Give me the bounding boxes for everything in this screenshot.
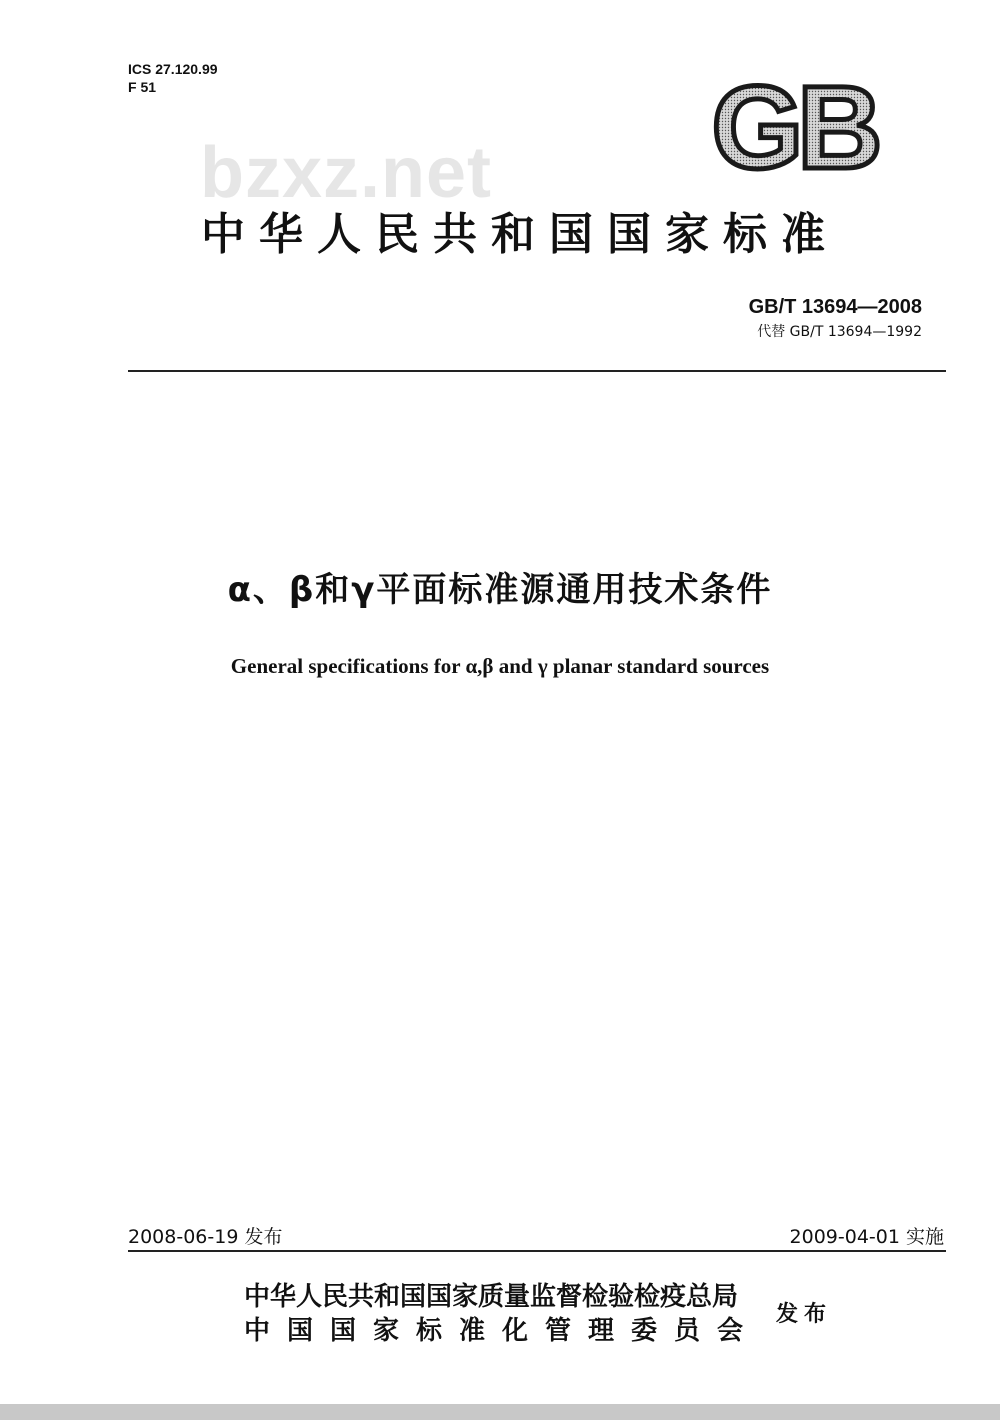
ics-code: ICS 27.120.99 [128, 61, 218, 77]
document-title-chinese: α、β和γ平面标准源通用技术条件 [227, 570, 773, 610]
gb-logo [694, 72, 894, 178]
watermark: bzxz.net [200, 133, 493, 213]
header-divider [128, 370, 946, 372]
implementation-date: 2009-04-01 实施 [789, 1226, 944, 1248]
svg-text:GB: GB [711, 72, 877, 178]
issuer-aqsiq: 中华人民共和国国家质量监督检验检疫总局 [244, 1282, 739, 1312]
standard-title: 中华人民共和国国家标准 [201, 209, 839, 260]
replaces-standard: 代替 GB/T 13694—1992 [757, 324, 922, 340]
issuing-authorities [244, 1280, 760, 1348]
ccs-code: F 51 [128, 79, 157, 95]
classification-codes [128, 60, 218, 96]
page-bottom-edge [0, 1404, 1000, 1420]
document-title-english: General specifications for α,β and γ planar standard sources [230, 654, 770, 678]
standard-number-block [749, 296, 922, 341]
footer-divider [128, 1250, 946, 1252]
standard-number: GB/T 13694—2008 [748, 296, 922, 318]
publish-label: 发布 [776, 1302, 833, 1327]
issuer-sac: 中国国家标准化管理委员会 [244, 1316, 761, 1346]
issue-date: 2008-06-19 发布 [128, 1226, 283, 1248]
